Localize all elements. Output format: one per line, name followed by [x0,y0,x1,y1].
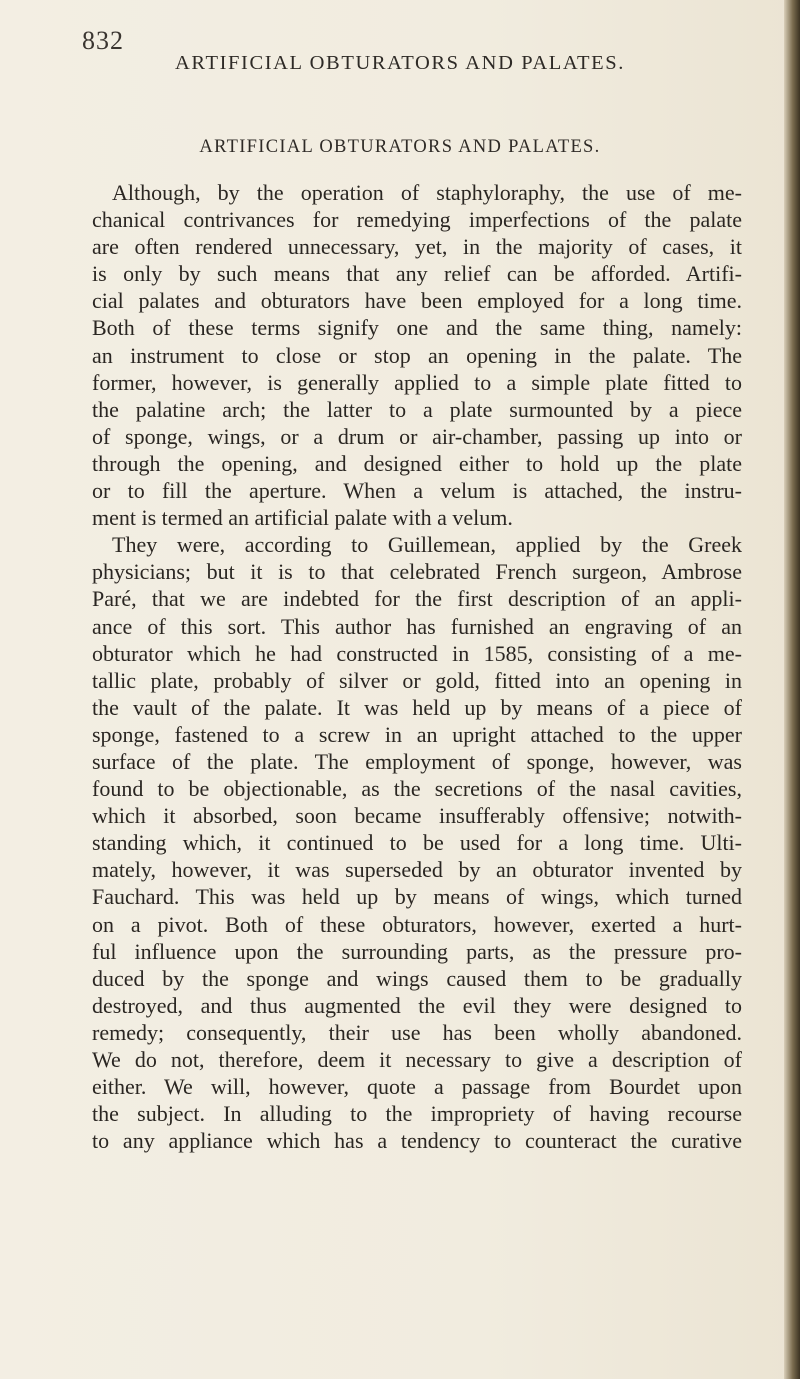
text-line: Although, by the operation of staphyloraphy, the use of me- [112,180,742,205]
text-line: chanical contrivances for remedying imperfections of the palate [92,207,742,233]
text-line: either. We will, however, quote a passage from Bourdet upon [92,1074,742,1100]
text-line: They were, according to Guillemean, applied by the Greek [112,532,742,558]
text-line: former, however, is generally applied to a simple plate fitted to [92,369,742,395]
text-line: tallic plate, probably of silver or gold, fitted into an opening in [92,667,742,693]
page-number: 832 [82,26,124,55]
text-line: We do not, therefore, deem it necessary to give a description of [92,1047,742,1072]
running-head: ARTIFICIAL OBTURATORS AND PALATES. [175,52,625,74]
text-line: to any appliance which has a tendency to counteract the curative [92,1128,742,1154]
text-line: destroyed, and thus augmented the evil they were designed to [92,992,742,1018]
body-text [92,179,742,1154]
text-line: is only by such means that any relief can be afforded. Artifi- [92,261,742,287]
text-line: cial palates and obturators have been employed for a long time. [92,288,742,314]
text-line: of sponge, wings, or a drum or air-chamber, passing up into or [92,423,742,449]
text-line: surface of the plate. The employment of sponge, however, was [92,748,742,774]
text-line: obturator which he had constructed in 1585, consisting of a me- [92,640,742,666]
text-line: ment is termed an artificial palate with a velum. [92,505,513,531]
text-line: an instrument to close or stop an opening in the palate. The [92,342,742,368]
text-line: on a pivot. Both of these obturators, however, exerted a hurt- [92,911,742,937]
text-line: sponge, fastened to a screw in an upright attached to the upper [92,721,742,747]
text-line: duced by the sponge and wings caused them to be gradually [92,965,742,991]
text-line: Paré, that we are indebted for the first description of an appli- [92,586,742,612]
text-line: are often rendered unnecessary, yet, in the majority of cases, it [92,234,742,260]
section-title: ARTIFICIAL OBTURATORS AND PALATES. [199,137,601,157]
text-line: the subject. In alluding to the impropriety of having recourse [92,1101,742,1127]
text-line: found to be objectionable, as the secretions of the nasal cavities, [92,776,742,802]
text-line: through the opening, and designed either to hold up the plate [92,450,742,476]
text-line: standing which, it continued to be used for a long time. Ulti- [92,830,742,856]
text-line: mately, however, it was superseded by an obturator invented by [92,857,742,883]
text-line: or to fill the aperture. When a velum is attached, the instru- [92,478,742,504]
text-line: physicians; but it is to that celebrated French surgeon, Ambrose [92,559,742,585]
text-line: the palatine arch; the latter to a plate surmounted by a piece [92,396,742,422]
text-line: ance of this sort. This author has furnished an engraving of an [92,613,742,639]
text-line: ful influence upon the surrounding parts, as the pressure pro- [92,938,742,964]
text-line: remedy; consequently, their use has been wholly abandoned. [92,1019,742,1045]
text-line: Both of these terms signify one and the same thing, namely: [92,315,742,341]
page-edge-shadow [784,0,800,1379]
text-line: the vault of the palate. It was held up by means of a piece of [92,694,742,720]
text-line: which it absorbed, soon became insufferably offensive; notwith- [92,803,742,829]
text-line: Fauchard. This was held up by means of wings, which turned [92,884,742,910]
